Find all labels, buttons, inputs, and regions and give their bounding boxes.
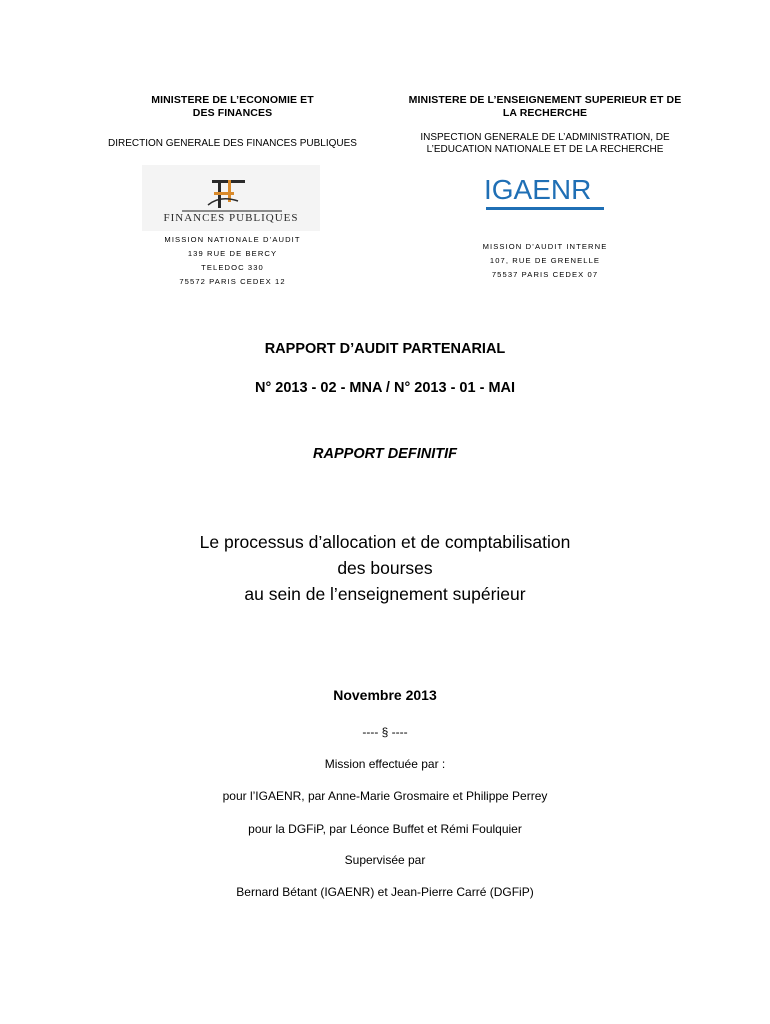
report-subject-line1: Le processus d’allocation et de comptabilisation xyxy=(199,532,571,552)
left-address-line: MISSION NATIONALE D’AUDIT xyxy=(164,235,301,244)
right-ministry xyxy=(390,94,700,120)
left-ministry-line1: MINISTERE DE L’ECONOMIE ET xyxy=(151,94,314,106)
supervisors: Bernard Bétant (IGAENR) et Jean-Pierre Carré (DGFiP) xyxy=(236,885,534,899)
left-address xyxy=(95,233,370,289)
right-address-line: MISSION D’AUDIT INTERNE xyxy=(482,242,608,251)
igaenr-logo-underline xyxy=(486,207,604,210)
report-date: Novembre 2013 xyxy=(333,687,437,703)
right-address-line: 107, RUE DE GRENELLE xyxy=(489,256,601,265)
left-address-line: TELEDOC 330 xyxy=(201,263,264,272)
report-subject-line3: au sein de l’enseignement supérieur xyxy=(244,584,526,604)
report-subject-line2: des bourses xyxy=(337,558,433,578)
igaenr-members: pour l’IGAENR, par Anne-Marie Grosmaire et Philippe Perrey xyxy=(222,789,548,803)
separator: ---- § ---- xyxy=(362,725,408,739)
right-inspection xyxy=(390,132,700,156)
left-ministry xyxy=(95,94,370,120)
right-ministry-line1: MINISTERE DE L’ENSEIGNEMENT SUPERIEUR ET DE xyxy=(408,94,682,106)
left-address-line: 75572 PARIS CEDEX 12 xyxy=(179,277,286,286)
supervised-label: Supervisée par xyxy=(344,853,426,867)
left-address-line: 139 RUE DE BERCY xyxy=(187,249,278,258)
report-subject xyxy=(0,529,770,607)
mission-label: Mission effectuée par : xyxy=(324,757,446,771)
right-inspection-line2: L’EDUCATION NATIONALE ET DE LA RECHERCHE xyxy=(426,144,664,155)
left-direction: DIRECTION GENERALE DES FINANCES PUBLIQUES xyxy=(108,138,357,149)
igaenr-logo-text: IGAENR xyxy=(484,174,592,205)
finances-publiques-logo-text: FINANCES PUBLIQUES xyxy=(163,212,299,224)
right-address-line: 75537 PARIS CEDEX 07 xyxy=(491,270,599,279)
report-status: RAPPORT DEFINITIF xyxy=(313,446,457,462)
right-address xyxy=(390,240,700,282)
dgfip-members: pour la DGFiP, par Léonce Buffet et Rémi Foulquier xyxy=(248,822,522,836)
left-ministry-line2: DES FINANCES xyxy=(192,107,273,119)
report-number: N° 2013 - 02 - MNA / N° 2013 - 01 - MAI xyxy=(254,380,516,396)
report-title: RAPPORT D’AUDIT PARTENARIAL xyxy=(264,341,506,357)
right-ministry-line2: LA RECHERCHE xyxy=(502,107,588,119)
finances-publiques-logo xyxy=(142,165,320,231)
igaenr-logo xyxy=(484,175,606,213)
right-inspection-line1: INSPECTION GENERALE DE L’ADMINISTRATION, DE xyxy=(420,132,670,143)
